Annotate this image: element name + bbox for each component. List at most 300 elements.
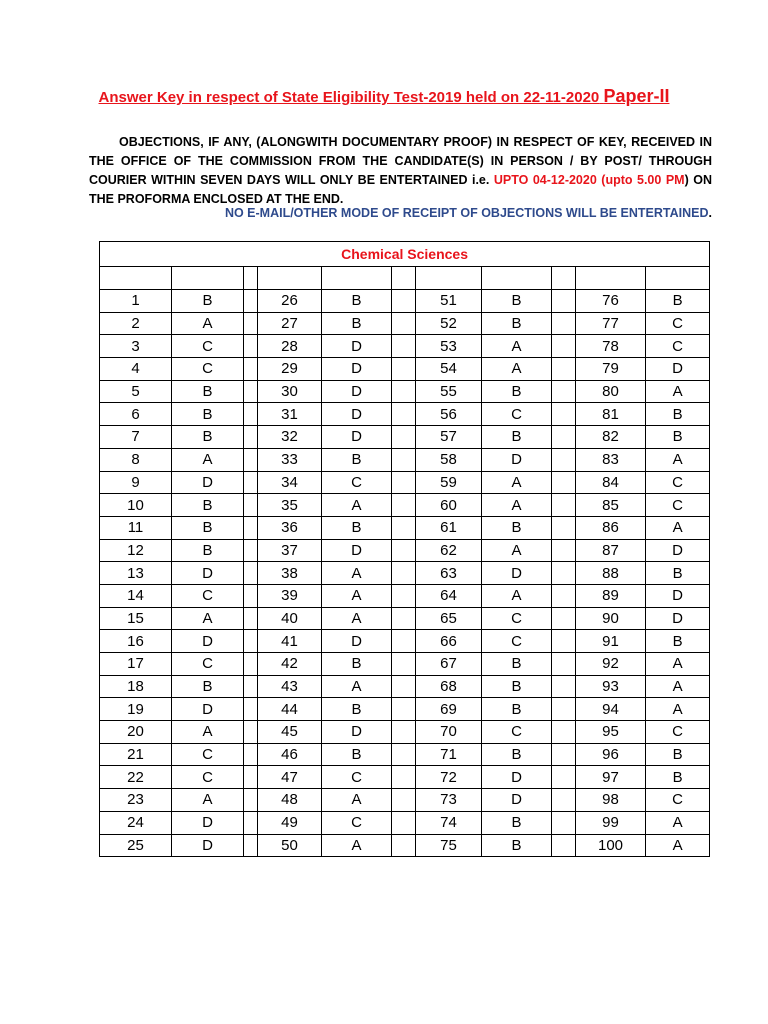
subject-header-row — [100, 242, 710, 267]
answer: B — [482, 743, 552, 766]
question-number: 9 — [100, 471, 172, 494]
question-number: 45 — [258, 721, 322, 744]
column-gap — [392, 290, 416, 313]
question-number: 100 — [576, 834, 646, 857]
column-gap — [244, 834, 258, 857]
answer: B — [482, 380, 552, 403]
question-number: 62 — [416, 539, 482, 562]
question-number: 34 — [258, 471, 322, 494]
answer: A — [646, 653, 710, 676]
question-number: 48 — [258, 789, 322, 812]
question-number: 3 — [100, 335, 172, 358]
answer: D — [646, 539, 710, 562]
column-gap — [392, 562, 416, 585]
answer: B — [322, 448, 392, 471]
table-row — [100, 653, 710, 676]
answer: C — [172, 335, 244, 358]
notice-part2: ) ON THE PROFORMA ENCLOSED AT THE END. — [89, 173, 713, 206]
column-gap — [552, 562, 576, 585]
column-gap — [552, 516, 576, 539]
answer: D — [482, 562, 552, 585]
column-gap — [552, 471, 576, 494]
column-gap — [392, 766, 416, 789]
column-gap — [244, 403, 258, 426]
question-number: 78 — [576, 335, 646, 358]
table-row — [100, 403, 710, 426]
page-title — [0, 86, 768, 107]
question-number: 39 — [258, 584, 322, 607]
column-gap — [552, 653, 576, 676]
answer: B — [482, 653, 552, 676]
question-number: 33 — [258, 448, 322, 471]
question-number: 18 — [100, 675, 172, 698]
answer: D — [322, 358, 392, 381]
answer: B — [646, 743, 710, 766]
table-row — [100, 834, 710, 857]
question-number: 80 — [576, 380, 646, 403]
question-number: 20 — [100, 721, 172, 744]
question-number: 58 — [416, 448, 482, 471]
column-gap — [552, 721, 576, 744]
column-gap — [552, 789, 576, 812]
answer: D — [172, 630, 244, 653]
question-number: 4 — [100, 358, 172, 381]
answer: B — [322, 743, 392, 766]
table-row — [100, 312, 710, 335]
question-number: 2 — [100, 312, 172, 335]
table-row — [100, 789, 710, 812]
column-gap — [244, 607, 258, 630]
question-number: 87 — [576, 539, 646, 562]
question-number: 76 — [576, 290, 646, 313]
column-gap — [244, 335, 258, 358]
column-gap — [392, 426, 416, 449]
question-number: 1 — [100, 290, 172, 313]
column-gap — [392, 312, 416, 335]
question-number: 95 — [576, 721, 646, 744]
question-number: 26 — [258, 290, 322, 313]
answer: A — [646, 675, 710, 698]
column-gap — [244, 743, 258, 766]
question-number: 28 — [258, 335, 322, 358]
column-gap — [552, 380, 576, 403]
question-number: 69 — [416, 698, 482, 721]
answer: A — [322, 789, 392, 812]
column-gap — [392, 789, 416, 812]
question-number: 36 — [258, 516, 322, 539]
column-gap — [552, 312, 576, 335]
table-row — [100, 426, 710, 449]
column-gap — [244, 698, 258, 721]
column-gap — [244, 789, 258, 812]
table-row — [100, 539, 710, 562]
answer-key-table — [99, 241, 710, 857]
column-gap — [552, 698, 576, 721]
notice-deadline: UPTO 04-12-2020 (upto 5.00 PM — [493, 173, 685, 187]
column-gap — [244, 380, 258, 403]
answer: B — [646, 290, 710, 313]
answer: C — [172, 743, 244, 766]
title-main: Answer Key in respect of State Eligibility Test-2019 held on 22-11-2020 — [98, 89, 600, 106]
question-number: 27 — [258, 312, 322, 335]
answer: A — [482, 471, 552, 494]
answer: D — [322, 403, 392, 426]
question-number: 86 — [576, 516, 646, 539]
answer: C — [322, 766, 392, 789]
table-row — [100, 811, 710, 834]
question-number: 46 — [258, 743, 322, 766]
question-number: 12 — [100, 539, 172, 562]
answer: B — [322, 516, 392, 539]
question-number: 99 — [576, 811, 646, 834]
question-number: 40 — [258, 607, 322, 630]
answer: A — [322, 562, 392, 585]
question-number: 59 — [416, 471, 482, 494]
column-gap — [392, 653, 416, 676]
answer: B — [482, 811, 552, 834]
answer: C — [646, 494, 710, 517]
answer: D — [172, 562, 244, 585]
answer: A — [646, 448, 710, 471]
column-gap — [552, 630, 576, 653]
column-gap — [392, 584, 416, 607]
question-number: 67 — [416, 653, 482, 676]
question-number: 5 — [100, 380, 172, 403]
column-gap — [244, 358, 258, 381]
question-number: 7 — [100, 426, 172, 449]
answer: B — [172, 403, 244, 426]
answer: C — [482, 630, 552, 653]
answer: B — [172, 675, 244, 698]
column-gap — [552, 290, 576, 313]
column-gap — [392, 358, 416, 381]
answer: B — [482, 516, 552, 539]
column-gap — [552, 426, 576, 449]
question-number: 56 — [416, 403, 482, 426]
table-row — [100, 743, 710, 766]
answer: B — [172, 516, 244, 539]
answer: A — [482, 335, 552, 358]
answer: D — [322, 426, 392, 449]
question-number: 94 — [576, 698, 646, 721]
answer: B — [172, 380, 244, 403]
column-gap — [552, 335, 576, 358]
question-number: 93 — [576, 675, 646, 698]
table-row — [100, 721, 710, 744]
table-row — [100, 471, 710, 494]
column-gap — [244, 630, 258, 653]
blank-row — [100, 267, 710, 290]
question-number: 52 — [416, 312, 482, 335]
column-gap — [244, 721, 258, 744]
column-gap — [392, 675, 416, 698]
column-gap — [392, 698, 416, 721]
question-number: 19 — [100, 698, 172, 721]
column-gap — [244, 766, 258, 789]
answer: B — [646, 403, 710, 426]
answer: A — [646, 698, 710, 721]
question-number: 32 — [258, 426, 322, 449]
table-row — [100, 630, 710, 653]
question-number: 63 — [416, 562, 482, 585]
answer: B — [172, 494, 244, 517]
column-gap — [552, 607, 576, 630]
column-gap — [244, 290, 258, 313]
answer: C — [646, 789, 710, 812]
question-number: 15 — [100, 607, 172, 630]
question-number: 70 — [416, 721, 482, 744]
answer: A — [322, 494, 392, 517]
column-gap — [552, 675, 576, 698]
answer: B — [482, 312, 552, 335]
answer: A — [646, 516, 710, 539]
answer: D — [482, 766, 552, 789]
answer: A — [322, 834, 392, 857]
question-number: 98 — [576, 789, 646, 812]
answer: B — [482, 698, 552, 721]
question-number: 24 — [100, 811, 172, 834]
column-gap — [244, 653, 258, 676]
question-number: 42 — [258, 653, 322, 676]
question-number: 66 — [416, 630, 482, 653]
question-number: 65 — [416, 607, 482, 630]
table-row — [100, 290, 710, 313]
column-gap — [552, 584, 576, 607]
objections-notice — [89, 133, 712, 209]
column-gap — [552, 811, 576, 834]
question-number: 84 — [576, 471, 646, 494]
answer: C — [172, 653, 244, 676]
question-number: 81 — [576, 403, 646, 426]
column-gap — [552, 448, 576, 471]
question-number: 35 — [258, 494, 322, 517]
column-gap — [392, 539, 416, 562]
question-number: 82 — [576, 426, 646, 449]
answer: B — [646, 426, 710, 449]
table-row — [100, 335, 710, 358]
answer: A — [322, 584, 392, 607]
column-gap — [244, 494, 258, 517]
table-row — [100, 675, 710, 698]
question-number: 51 — [416, 290, 482, 313]
question-number: 54 — [416, 358, 482, 381]
column-gap — [392, 743, 416, 766]
table-row — [100, 698, 710, 721]
question-number: 29 — [258, 358, 322, 381]
question-number: 49 — [258, 811, 322, 834]
subject-title: Chemical Sciences — [100, 242, 710, 267]
column-gap — [392, 607, 416, 630]
table-row — [100, 584, 710, 607]
answer: A — [322, 675, 392, 698]
question-number: 23 — [100, 789, 172, 812]
answer: B — [172, 290, 244, 313]
question-number: 11 — [100, 516, 172, 539]
question-number: 79 — [576, 358, 646, 381]
email-notice-text: NO E-MAIL/OTHER MODE OF RECEIPT OF OBJECTIONS WILL BE ENTERTAINED — [224, 206, 709, 220]
answer: C — [646, 471, 710, 494]
column-gap — [244, 539, 258, 562]
answer: B — [482, 290, 552, 313]
column-gap — [244, 426, 258, 449]
question-number: 55 — [416, 380, 482, 403]
question-number: 91 — [576, 630, 646, 653]
column-gap — [392, 811, 416, 834]
column-gap — [552, 539, 576, 562]
question-number: 13 — [100, 562, 172, 585]
notice-part1: OBJECTIONS, IF ANY, (ALONGWITH DOCUMENTARY PROOF) IN RESPECT OF KEY, RECEIVED IN THE OFFICE OF THE COMMISSION FROM THE CANDIDATE(S) IN PERSON / BY POST/ THROUGH COURIER WITHIN SEVEN DAYS WILL ONLY BE ENTERTAINED i.e. — [89, 135, 712, 187]
answer: B — [482, 426, 552, 449]
question-number: 89 — [576, 584, 646, 607]
answer: D — [322, 721, 392, 744]
table-row — [100, 494, 710, 517]
column-gap — [552, 403, 576, 426]
answer: D — [646, 584, 710, 607]
question-number: 71 — [416, 743, 482, 766]
answer: D — [646, 607, 710, 630]
answer: B — [482, 834, 552, 857]
answer: C — [172, 584, 244, 607]
table-row — [100, 380, 710, 403]
question-number: 30 — [258, 380, 322, 403]
question-number: 21 — [100, 743, 172, 766]
answer: A — [322, 607, 392, 630]
question-number: 43 — [258, 675, 322, 698]
answer: C — [322, 471, 392, 494]
question-number: 16 — [100, 630, 172, 653]
column-gap — [552, 494, 576, 517]
answer: B — [646, 562, 710, 585]
question-number: 64 — [416, 584, 482, 607]
answer: D — [322, 539, 392, 562]
column-gap — [552, 743, 576, 766]
question-number: 47 — [258, 766, 322, 789]
column-gap — [392, 448, 416, 471]
answer: A — [172, 789, 244, 812]
email-notice-end: . — [708, 206, 712, 220]
answer: D — [322, 335, 392, 358]
answer: D — [172, 834, 244, 857]
question-number: 6 — [100, 403, 172, 426]
answer: C — [482, 721, 552, 744]
answer: B — [322, 698, 392, 721]
answer: C — [646, 335, 710, 358]
question-number: 90 — [576, 607, 646, 630]
answer: B — [482, 675, 552, 698]
answer: D — [322, 630, 392, 653]
column-gap — [244, 584, 258, 607]
answer: C — [172, 358, 244, 381]
answer: A — [172, 312, 244, 335]
answer: D — [646, 358, 710, 381]
answer: A — [172, 448, 244, 471]
answer: A — [646, 834, 710, 857]
column-gap — [392, 721, 416, 744]
question-number: 37 — [258, 539, 322, 562]
answer: D — [322, 380, 392, 403]
answer: D — [172, 811, 244, 834]
question-number: 50 — [258, 834, 322, 857]
question-number: 61 — [416, 516, 482, 539]
answer: A — [172, 607, 244, 630]
column-gap — [392, 494, 416, 517]
column-gap — [244, 312, 258, 335]
question-number: 44 — [258, 698, 322, 721]
question-number: 92 — [576, 653, 646, 676]
question-number: 57 — [416, 426, 482, 449]
answer: C — [646, 312, 710, 335]
email-notice — [89, 206, 712, 220]
question-number: 17 — [100, 653, 172, 676]
question-number: 96 — [576, 743, 646, 766]
column-gap — [392, 403, 416, 426]
question-number: 31 — [258, 403, 322, 426]
column-gap — [392, 335, 416, 358]
answer: C — [482, 403, 552, 426]
question-number: 14 — [100, 584, 172, 607]
column-gap — [552, 766, 576, 789]
answer: C — [482, 607, 552, 630]
answer: A — [172, 721, 244, 744]
answer: C — [172, 766, 244, 789]
column-gap — [552, 358, 576, 381]
column-gap — [392, 516, 416, 539]
column-gap — [552, 834, 576, 857]
answer: A — [482, 358, 552, 381]
answer: D — [482, 789, 552, 812]
question-number: 8 — [100, 448, 172, 471]
column-gap — [244, 516, 258, 539]
answer: C — [322, 811, 392, 834]
table-row — [100, 516, 710, 539]
question-number: 72 — [416, 766, 482, 789]
answer: B — [322, 653, 392, 676]
question-number: 83 — [576, 448, 646, 471]
answer: A — [646, 380, 710, 403]
question-number: 68 — [416, 675, 482, 698]
answer: A — [646, 811, 710, 834]
question-number: 74 — [416, 811, 482, 834]
table-row — [100, 607, 710, 630]
title-paper: Paper-II — [603, 86, 670, 106]
column-gap — [392, 630, 416, 653]
table-row — [100, 562, 710, 585]
answer: A — [482, 494, 552, 517]
question-number: 22 — [100, 766, 172, 789]
answer: A — [482, 539, 552, 562]
question-number: 75 — [416, 834, 482, 857]
column-gap — [392, 471, 416, 494]
column-gap — [244, 471, 258, 494]
column-gap — [392, 380, 416, 403]
question-number: 10 — [100, 494, 172, 517]
answer: A — [482, 584, 552, 607]
answer: B — [322, 312, 392, 335]
answer: B — [172, 539, 244, 562]
answer: B — [172, 426, 244, 449]
question-number: 38 — [258, 562, 322, 585]
answer: B — [646, 630, 710, 653]
answer: D — [172, 471, 244, 494]
column-gap — [244, 811, 258, 834]
question-number: 85 — [576, 494, 646, 517]
question-number: 53 — [416, 335, 482, 358]
table-row — [100, 766, 710, 789]
column-gap — [244, 675, 258, 698]
answer: B — [322, 290, 392, 313]
column-gap — [244, 562, 258, 585]
answer: D — [172, 698, 244, 721]
